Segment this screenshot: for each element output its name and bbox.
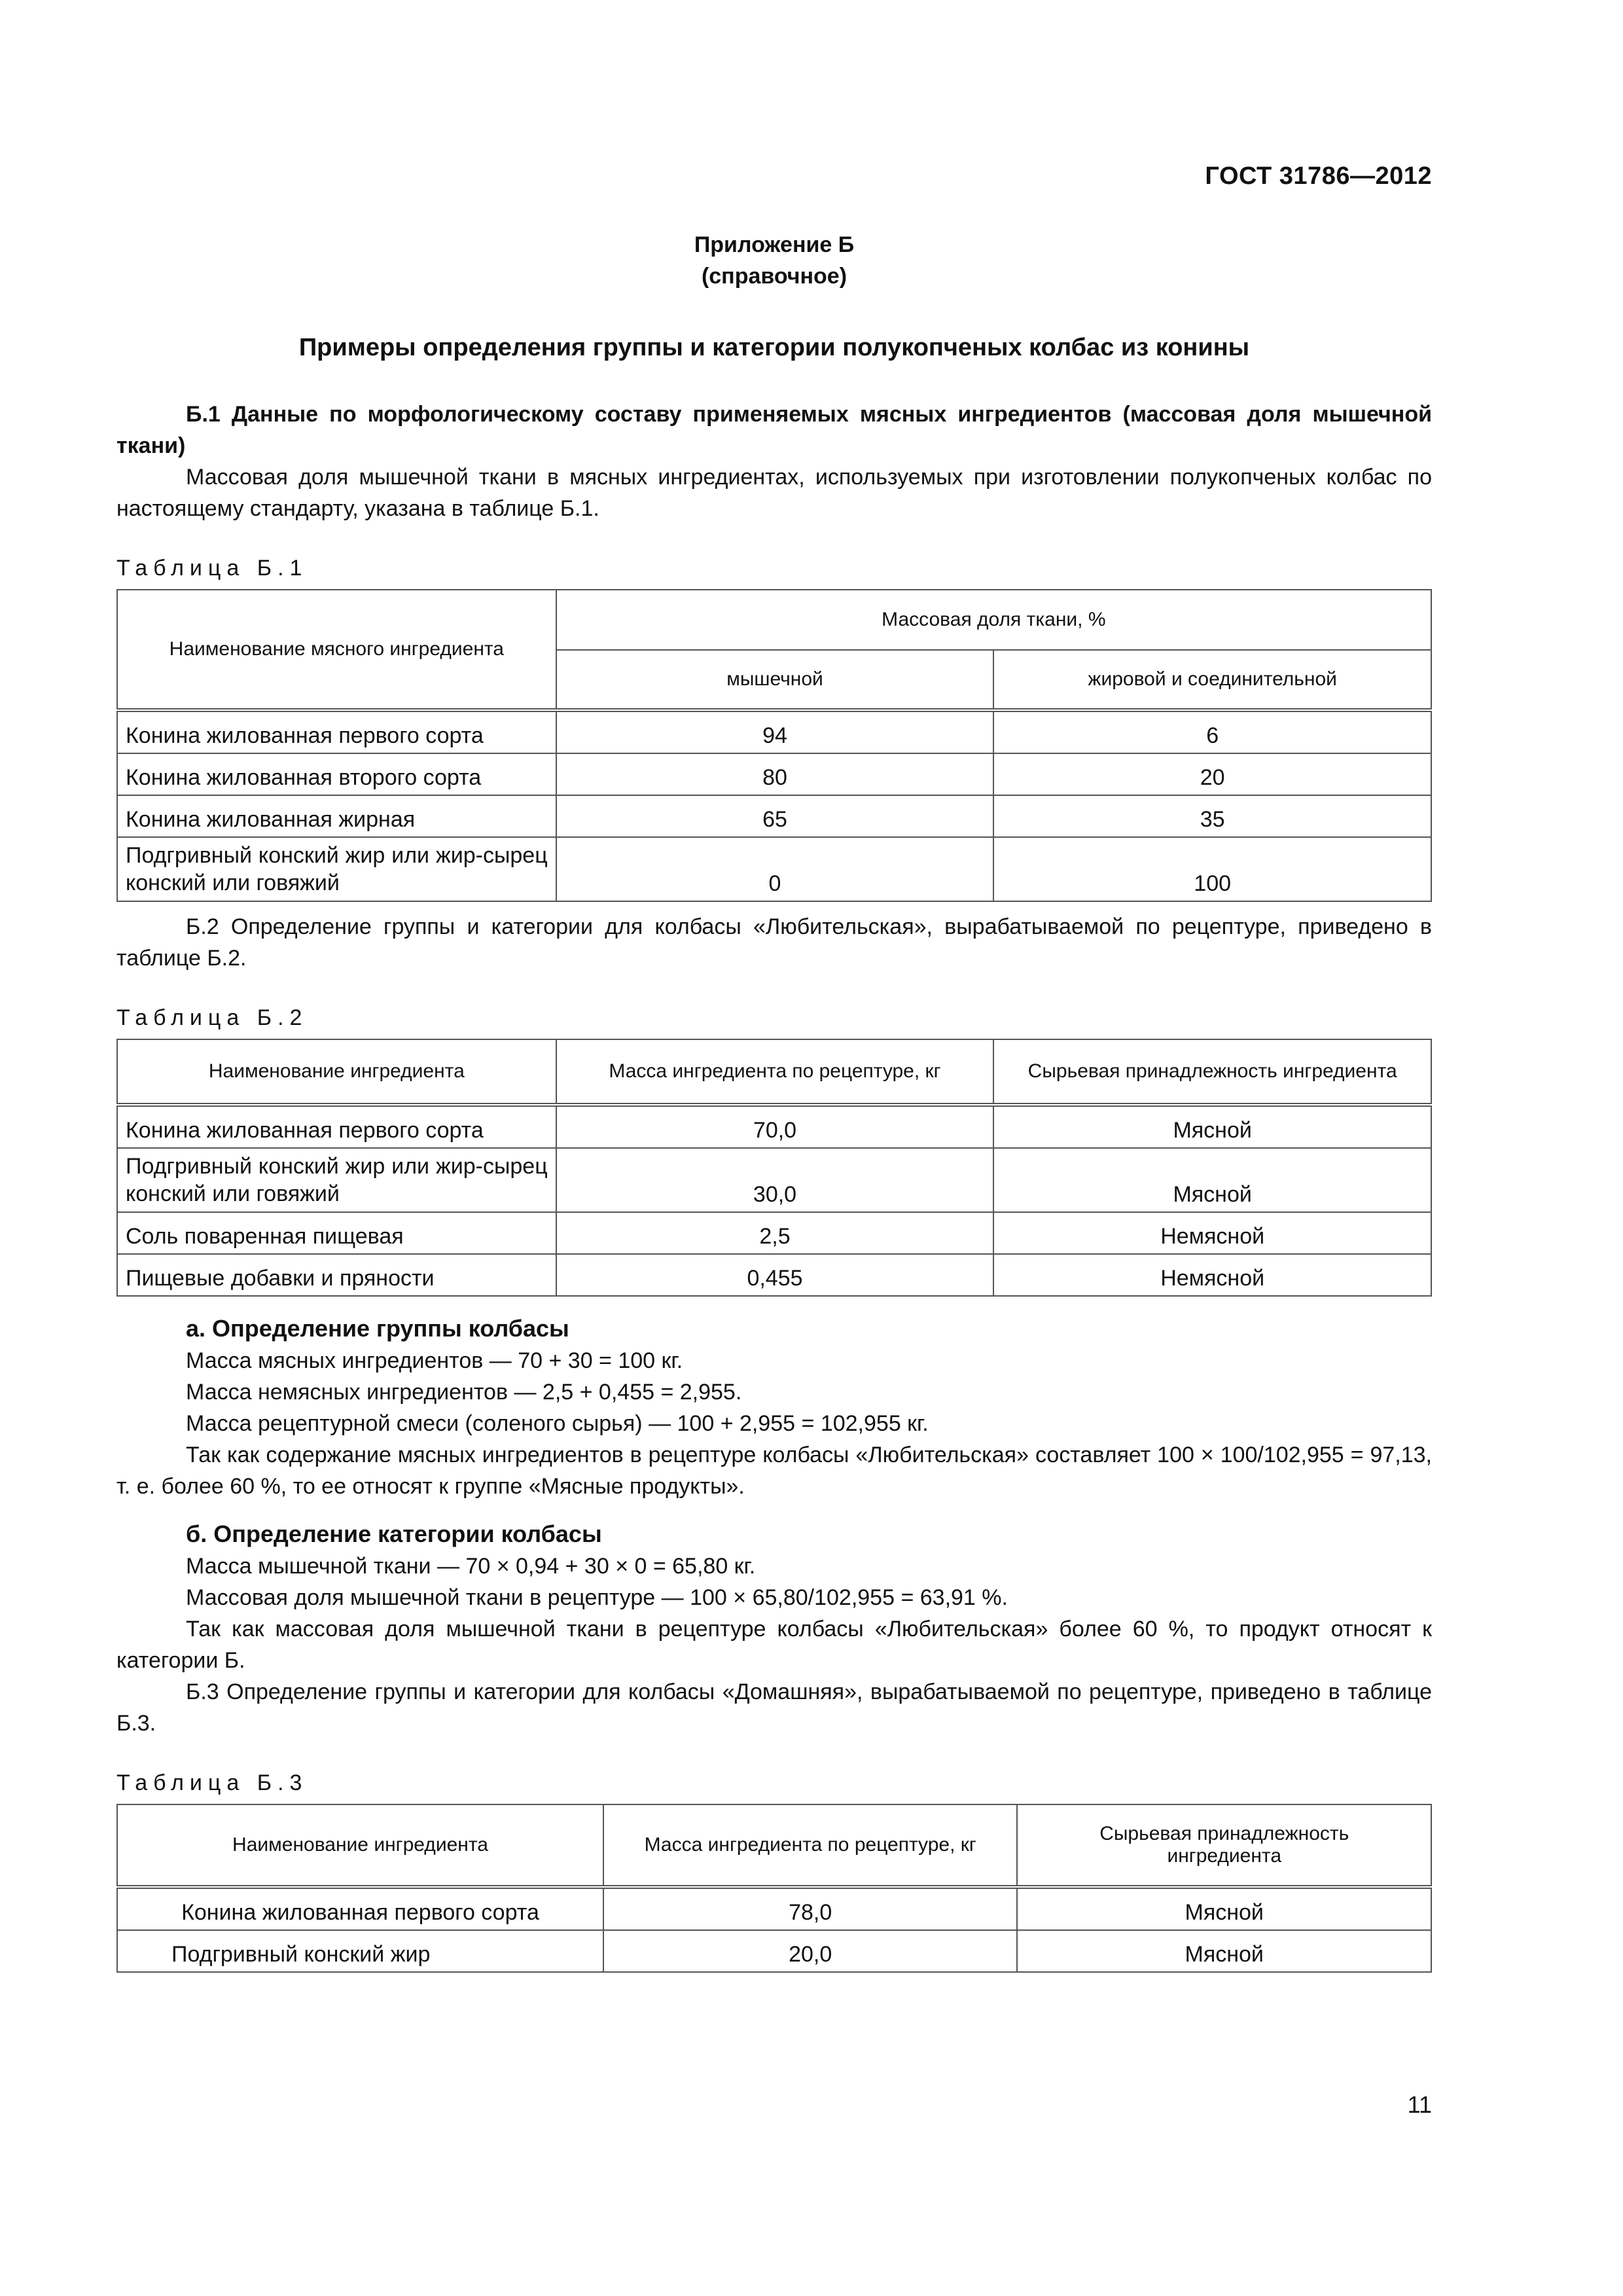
table-row: [117, 795, 1431, 837]
table-row: [117, 1254, 1431, 1296]
table-b1-header-muscle: мышечной: [556, 650, 994, 710]
table-b1-header-group: Массовая доля ткани, %: [556, 590, 1431, 650]
table-b2-cell-type: Мясной: [993, 1105, 1431, 1148]
table-b1-cell-name: Конина жилованная первого сорта: [117, 710, 556, 753]
table-b3-header-mass: Масса ингредиента по рецептуре, кг: [603, 1804, 1018, 1887]
table-b3-header-type: Сырьевая принадлежность ингредиента: [1017, 1804, 1431, 1887]
table-b3-cell-name: Конина жилованная первого сорта: [117, 1887, 603, 1930]
table-b2-header-mass: Масса ингредиента по рецептуре, кг: [556, 1039, 994, 1105]
table-b2-cell-name: Пищевые добавки и пряности: [117, 1254, 556, 1296]
table-b2-cell-type: Немясной: [993, 1212, 1431, 1254]
table-b3: [116, 1804, 1432, 1973]
table-b1-header-fat: жировой и соединительной: [993, 650, 1431, 710]
table-row: [117, 837, 1431, 901]
table-b1: [116, 589, 1432, 902]
table-b1-cell-name: Конина жилованная жирная: [117, 795, 556, 837]
table-b2-cell-name: Конина жилованная первого сорта: [117, 1105, 556, 1148]
table-b2-cell-mass: 70,0: [556, 1105, 994, 1148]
table-b2-cell-mass: 30,0: [556, 1148, 994, 1212]
section-b3-text: Б.3 Определение группы и категории для колбасы «Домашняя», вырабатываемой по рецептуре, приведено в таблице Б.3.: [116, 1679, 1432, 1736]
table-b1-cell-name: Конина жилованная второго сорта: [117, 753, 556, 795]
table-b2-cell-type: Мясной: [993, 1148, 1431, 1212]
table-row: [117, 1930, 1431, 1972]
table-row: [117, 1148, 1431, 1212]
table-b1-cell-muscle: 80: [556, 753, 994, 795]
category-calc-line: Так как массовая доля мышечной ткани в рецептуре колбасы «Любительская» более 60 %, то продукт относят к категории Б.: [116, 1617, 1432, 1673]
table-b1-caption: Таблица Б.1: [116, 556, 308, 581]
table-b1-cell-fat: 100: [993, 837, 1431, 901]
table-b3-cell-mass: 20,0: [603, 1930, 1018, 1972]
table-row: [117, 753, 1431, 795]
table-b2-header-type: Сырьевая принадлежность ингредиента: [993, 1039, 1431, 1105]
table-b1-cell-muscle: 94: [556, 710, 994, 753]
table-b1-cell-fat: 20: [993, 753, 1431, 795]
table-b3-header-name: Наименование ингредиента: [117, 1804, 603, 1887]
page-content: [116, 229, 1432, 1973]
table-b1-cell-fat: 6: [993, 710, 1431, 753]
category-calc-line: Масса мышечной ткани — 70 × 0,94 + 30 × 0 = 65,80 кг.: [186, 1554, 756, 1579]
table-b1-header-name: Наименование мясного ингредиента: [117, 590, 556, 710]
table-b2-header-name: Наименование ингредиента: [117, 1039, 556, 1105]
category-calc-line: Массовая доля мышечной ткани в рецептуре — 100 × 65,80/102,955 = 63,91 %.: [186, 1585, 1008, 1610]
appendix-label: Приложение Б: [694, 232, 855, 257]
doc-number: ГОСТ 31786—2012: [1205, 162, 1432, 190]
appendix-title: Примеры определения группы и категории полукопченых колбас из конины: [298, 334, 1250, 361]
table-b1-cell-fat: 35: [993, 795, 1431, 837]
table-b2-cell-mass: 2,5: [556, 1212, 994, 1254]
table-row: [117, 710, 1431, 753]
table-b3-cell-name: Подгривный конский жир: [117, 1930, 603, 1972]
table-b2-cell-mass: 0,455: [556, 1254, 994, 1296]
page-number: 11: [1407, 2091, 1432, 2118]
section-b2-text: Б.2 Определение группы и категории для колбасы «Любительская», вырабатываемой по рецептуре, приведено в таблице Б.2.: [116, 914, 1432, 971]
table-b3-cell-mass: 78,0: [603, 1887, 1018, 1930]
group-calc-heading: а. Определение группы колбасы: [186, 1315, 569, 1342]
group-calc-line: Масса мясных ингредиентов — 70 + 30 = 100 кг.: [186, 1348, 683, 1373]
table-b1-cell-muscle: 0: [556, 837, 994, 901]
group-calc-line: Масса рецептурной смеси (соленого сырья) — 100 + 2,955 = 102,955 кг.: [186, 1411, 929, 1436]
table-b3-cell-type: Мясной: [1017, 1887, 1431, 1930]
table-row: [117, 1887, 1431, 1930]
category-calc-heading: б. Определение категории колбасы: [186, 1520, 602, 1547]
table-b2: [116, 1039, 1432, 1297]
section-b1-heading: Б.1 Данные по морфологическому составу применяемых мясных ингредиентов (массовая доля мышечной ткани): [116, 402, 1432, 458]
appendix-type: (справочное): [701, 264, 847, 289]
table-row: [117, 1212, 1431, 1254]
table-b2-cell-type: Немясной: [993, 1254, 1431, 1296]
table-b1-cell-muscle: 65: [556, 795, 994, 837]
section-b1-text: Массовая доля мышечной ткани в мясных ингредиентах, используемых при изготовлении полукопченых колбас по настоящему стандарту, указана в таблице Б.1.: [116, 465, 1432, 521]
group-calc-line: Так как содержание мясных ингредиентов в рецептуре колбасы «Любительская» составляет 100 × 100/102,955 = 97,13, т. е. более 60 %, то ее относят к группе «Мясные продукты».: [116, 1443, 1432, 1499]
table-b2-caption: Таблица Б.2: [116, 1005, 308, 1030]
table-b1-cell-name: Подгривный конский жир или жир-сырец конский или говяжий: [117, 837, 556, 901]
table-b2-cell-name: Соль поваренная пищевая: [117, 1212, 556, 1254]
table-row: [117, 1105, 1431, 1148]
group-calc-line: Масса немясных ингредиентов — 2,5 + 0,455 = 2,955.: [186, 1380, 742, 1405]
table-b2-cell-name: Подгривный конский жир или жир-сырец конский или говяжий: [117, 1148, 556, 1212]
table-b3-cell-type: Мясной: [1017, 1930, 1431, 1972]
table-b3-caption: Таблица Б.3: [116, 1770, 308, 1795]
